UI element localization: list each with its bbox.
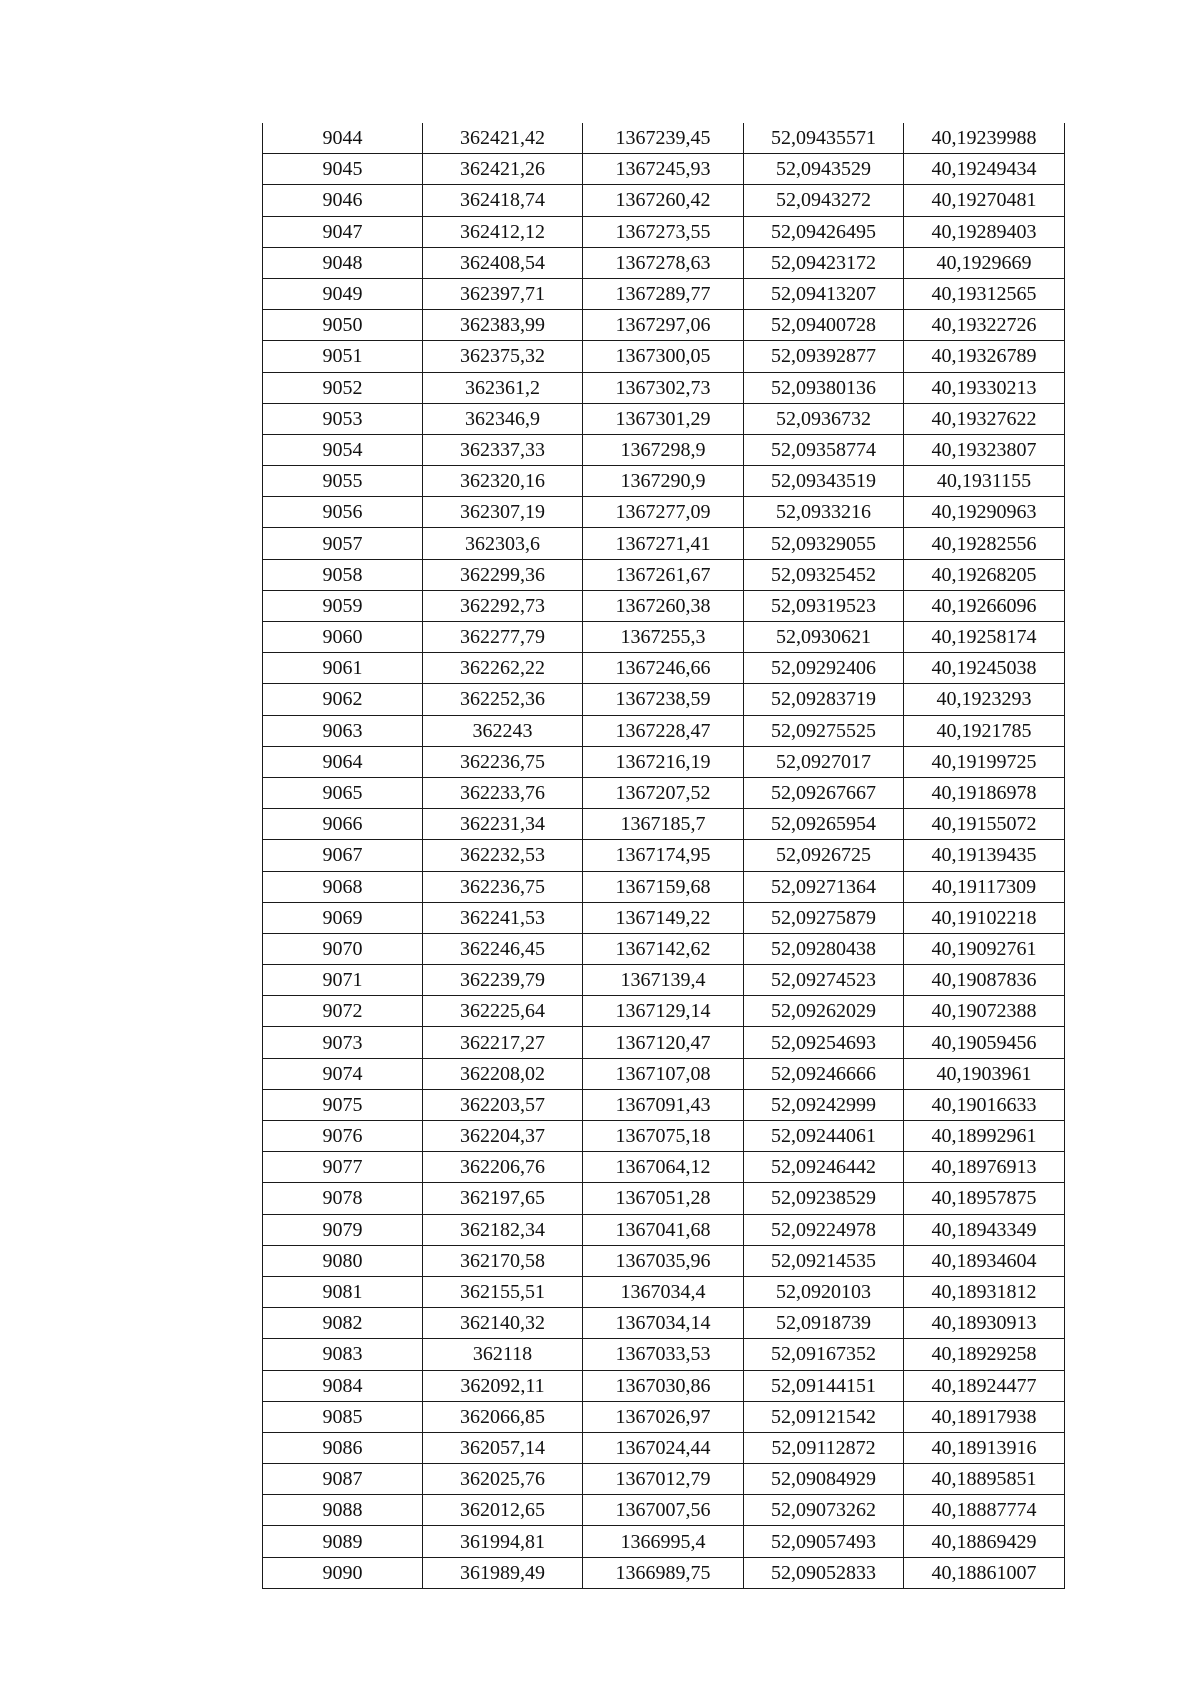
table-row — [263, 1495, 1065, 1526]
longitude-cell: 40,19117309 — [904, 871, 1065, 902]
point-number-cell: 9053 — [263, 403, 423, 434]
y-coordinate-cell: 1367255,3 — [583, 622, 744, 653]
longitude-cell: 40,19327622 — [904, 403, 1065, 434]
x-coordinate-cell: 362236,75 — [423, 871, 583, 902]
longitude-cell: 40,19072388 — [904, 996, 1065, 1027]
y-coordinate-cell: 1367238,59 — [583, 684, 744, 715]
table-row — [263, 1245, 1065, 1276]
y-coordinate-cell: 1367034,14 — [583, 1308, 744, 1339]
longitude-cell: 40,19266096 — [904, 590, 1065, 621]
table-row — [263, 372, 1065, 403]
point-number-cell: 9067 — [263, 840, 423, 871]
table-row — [263, 746, 1065, 777]
longitude-cell: 40,19087836 — [904, 965, 1065, 996]
longitude-cell: 40,19245038 — [904, 653, 1065, 684]
point-number-cell: 9055 — [263, 466, 423, 497]
longitude-cell: 40,18943349 — [904, 1214, 1065, 1245]
point-number-cell: 9052 — [263, 372, 423, 403]
longitude-cell: 40,19059456 — [904, 1027, 1065, 1058]
y-coordinate-cell: 1367091,43 — [583, 1089, 744, 1120]
y-coordinate-cell: 1367260,42 — [583, 185, 744, 216]
table-row — [263, 1152, 1065, 1183]
table-row — [263, 715, 1065, 746]
y-coordinate-cell: 1367261,67 — [583, 559, 744, 590]
longitude-cell: 40,18924477 — [904, 1370, 1065, 1401]
point-number-cell: 9072 — [263, 996, 423, 1027]
latitude-cell: 52,09052833 — [744, 1557, 904, 1588]
point-number-cell: 9075 — [263, 1089, 423, 1120]
x-coordinate-cell: 362217,27 — [423, 1027, 583, 1058]
x-coordinate-cell: 362337,33 — [423, 434, 583, 465]
y-coordinate-cell: 1367228,47 — [583, 715, 744, 746]
point-number-cell: 9078 — [263, 1183, 423, 1214]
longitude-cell: 40,18917938 — [904, 1401, 1065, 1432]
latitude-cell: 52,09214535 — [744, 1245, 904, 1276]
point-number-cell: 9079 — [263, 1214, 423, 1245]
latitude-cell: 52,09435571 — [744, 123, 904, 154]
table-row — [263, 777, 1065, 808]
y-coordinate-cell: 1367120,47 — [583, 1027, 744, 1058]
point-number-cell: 9046 — [263, 185, 423, 216]
latitude-cell: 52,0918739 — [744, 1308, 904, 1339]
y-coordinate-cell: 1367245,93 — [583, 154, 744, 185]
table-row — [263, 185, 1065, 216]
point-number-cell: 9056 — [263, 497, 423, 528]
longitude-cell: 40,19239988 — [904, 123, 1065, 154]
x-coordinate-cell: 362025,76 — [423, 1464, 583, 1495]
y-coordinate-cell: 1367142,62 — [583, 933, 744, 964]
table-row — [263, 341, 1065, 372]
point-number-cell: 9065 — [263, 777, 423, 808]
y-coordinate-cell: 1367139,4 — [583, 965, 744, 996]
longitude-cell: 40,18992961 — [904, 1121, 1065, 1152]
x-coordinate-cell: 362208,02 — [423, 1058, 583, 1089]
y-coordinate-cell: 1367185,7 — [583, 809, 744, 840]
table-row — [263, 933, 1065, 964]
longitude-cell: 40,19326789 — [904, 341, 1065, 372]
point-number-cell: 9045 — [263, 154, 423, 185]
table-row — [263, 1027, 1065, 1058]
table-row — [263, 403, 1065, 434]
table-row — [263, 1276, 1065, 1307]
point-number-cell: 9049 — [263, 278, 423, 309]
y-coordinate-cell: 1367216,19 — [583, 746, 744, 777]
y-coordinate-cell: 1367290,9 — [583, 466, 744, 497]
x-coordinate-cell: 362252,36 — [423, 684, 583, 715]
y-coordinate-cell: 1367297,06 — [583, 310, 744, 341]
y-coordinate-cell: 1367278,63 — [583, 247, 744, 278]
latitude-cell: 52,09267667 — [744, 777, 904, 808]
x-coordinate-cell: 361989,49 — [423, 1557, 583, 1588]
y-coordinate-cell: 1367260,38 — [583, 590, 744, 621]
longitude-cell: 40,19322726 — [904, 310, 1065, 341]
y-coordinate-cell: 1367035,96 — [583, 1245, 744, 1276]
latitude-cell: 52,09413207 — [744, 278, 904, 309]
x-coordinate-cell: 362170,58 — [423, 1245, 583, 1276]
x-coordinate-cell: 362299,36 — [423, 559, 583, 590]
table-row — [263, 123, 1065, 154]
x-coordinate-cell: 362243 — [423, 715, 583, 746]
x-coordinate-cell: 362292,73 — [423, 590, 583, 621]
x-coordinate-cell: 362239,79 — [423, 965, 583, 996]
x-coordinate-cell: 362418,74 — [423, 185, 583, 216]
table-row — [263, 1526, 1065, 1557]
latitude-cell: 52,0933216 — [744, 497, 904, 528]
latitude-cell: 52,09144151 — [744, 1370, 904, 1401]
x-coordinate-cell: 362012,65 — [423, 1495, 583, 1526]
latitude-cell: 52,09329055 — [744, 528, 904, 559]
latitude-cell: 52,09274523 — [744, 965, 904, 996]
table-row — [263, 434, 1065, 465]
table-row — [263, 996, 1065, 1027]
latitude-cell: 52,09358774 — [744, 434, 904, 465]
x-coordinate-cell: 362421,42 — [423, 123, 583, 154]
longitude-cell: 40,19289403 — [904, 216, 1065, 247]
latitude-cell: 52,09121542 — [744, 1401, 904, 1432]
longitude-cell: 40,1931155 — [904, 466, 1065, 497]
x-coordinate-cell: 362197,65 — [423, 1183, 583, 1214]
x-coordinate-cell: 362246,45 — [423, 933, 583, 964]
latitude-cell: 52,09057493 — [744, 1526, 904, 1557]
point-number-cell: 9061 — [263, 653, 423, 684]
y-coordinate-cell: 1367041,68 — [583, 1214, 744, 1245]
longitude-cell: 40,19268205 — [904, 559, 1065, 590]
x-coordinate-cell: 362203,57 — [423, 1089, 583, 1120]
y-coordinate-cell: 1366989,75 — [583, 1557, 744, 1588]
point-number-cell: 9063 — [263, 715, 423, 746]
table-row — [263, 528, 1065, 559]
y-coordinate-cell: 1367129,14 — [583, 996, 744, 1027]
table-row — [263, 1214, 1065, 1245]
x-coordinate-cell: 362225,64 — [423, 996, 583, 1027]
point-number-cell: 9064 — [263, 746, 423, 777]
latitude-cell: 52,09380136 — [744, 372, 904, 403]
point-number-cell: 9058 — [263, 559, 423, 590]
longitude-cell: 40,18976913 — [904, 1152, 1065, 1183]
point-number-cell: 9069 — [263, 902, 423, 933]
x-coordinate-cell: 362231,34 — [423, 809, 583, 840]
longitude-cell: 40,19258174 — [904, 622, 1065, 653]
x-coordinate-cell: 362262,22 — [423, 653, 583, 684]
y-coordinate-cell: 1367239,45 — [583, 123, 744, 154]
latitude-cell: 52,0943529 — [744, 154, 904, 185]
table-row — [263, 1089, 1065, 1120]
x-coordinate-cell: 362320,16 — [423, 466, 583, 497]
table-row — [263, 965, 1065, 996]
table-row — [263, 1370, 1065, 1401]
x-coordinate-cell: 362303,6 — [423, 528, 583, 559]
y-coordinate-cell: 1367277,09 — [583, 497, 744, 528]
point-number-cell: 9059 — [263, 590, 423, 621]
latitude-cell: 52,09224978 — [744, 1214, 904, 1245]
latitude-cell: 52,09426495 — [744, 216, 904, 247]
x-coordinate-cell: 362307,19 — [423, 497, 583, 528]
y-coordinate-cell: 1367298,9 — [583, 434, 744, 465]
x-coordinate-cell: 362383,99 — [423, 310, 583, 341]
x-coordinate-cell: 362361,2 — [423, 372, 583, 403]
x-coordinate-cell: 362155,51 — [423, 1276, 583, 1307]
point-number-cell: 9070 — [263, 933, 423, 964]
longitude-cell: 40,18934604 — [904, 1245, 1065, 1276]
y-coordinate-cell: 1367051,28 — [583, 1183, 744, 1214]
x-coordinate-cell: 362397,71 — [423, 278, 583, 309]
table-row — [263, 590, 1065, 621]
longitude-cell: 40,19330213 — [904, 372, 1065, 403]
y-coordinate-cell: 1367159,68 — [583, 871, 744, 902]
y-coordinate-cell: 1367289,77 — [583, 278, 744, 309]
y-coordinate-cell: 1367007,56 — [583, 1495, 744, 1526]
table-row — [263, 1308, 1065, 1339]
x-coordinate-cell: 362233,76 — [423, 777, 583, 808]
x-coordinate-cell: 362204,37 — [423, 1121, 583, 1152]
longitude-cell: 40,19102218 — [904, 902, 1065, 933]
latitude-cell: 52,0936732 — [744, 403, 904, 434]
table-row — [263, 622, 1065, 653]
x-coordinate-cell: 362236,75 — [423, 746, 583, 777]
latitude-cell: 52,09167352 — [744, 1339, 904, 1370]
y-coordinate-cell: 1367024,44 — [583, 1432, 744, 1463]
longitude-cell: 40,19312565 — [904, 278, 1065, 309]
longitude-cell: 40,1929669 — [904, 247, 1065, 278]
latitude-cell: 52,09280438 — [744, 933, 904, 964]
longitude-cell: 40,19155072 — [904, 809, 1065, 840]
latitude-cell: 52,09238529 — [744, 1183, 904, 1214]
point-number-cell: 9073 — [263, 1027, 423, 1058]
latitude-cell: 52,09262029 — [744, 996, 904, 1027]
longitude-cell: 40,18869429 — [904, 1526, 1065, 1557]
latitude-cell: 52,09084929 — [744, 1464, 904, 1495]
longitude-cell: 40,18957875 — [904, 1183, 1065, 1214]
point-number-cell: 9048 — [263, 247, 423, 278]
point-number-cell: 9087 — [263, 1464, 423, 1495]
point-number-cell: 9090 — [263, 1557, 423, 1588]
point-number-cell: 9076 — [263, 1121, 423, 1152]
coordinates-table — [262, 123, 1065, 1589]
y-coordinate-cell: 1367271,41 — [583, 528, 744, 559]
point-number-cell: 9083 — [263, 1339, 423, 1370]
table-row — [263, 466, 1065, 497]
latitude-cell: 52,09254693 — [744, 1027, 904, 1058]
latitude-cell: 52,09275879 — [744, 902, 904, 933]
point-number-cell: 9054 — [263, 434, 423, 465]
point-number-cell: 9071 — [263, 965, 423, 996]
x-coordinate-cell: 362232,53 — [423, 840, 583, 871]
longitude-cell: 40,19139435 — [904, 840, 1065, 871]
x-coordinate-cell: 362421,26 — [423, 154, 583, 185]
latitude-cell: 52,09246442 — [744, 1152, 904, 1183]
table-row — [263, 497, 1065, 528]
y-coordinate-cell: 1367033,53 — [583, 1339, 744, 1370]
point-number-cell: 9085 — [263, 1401, 423, 1432]
table-row — [263, 154, 1065, 185]
longitude-cell: 40,18895851 — [904, 1464, 1065, 1495]
longitude-cell: 40,18931812 — [904, 1276, 1065, 1307]
latitude-cell: 52,09242999 — [744, 1089, 904, 1120]
latitude-cell: 52,0930621 — [744, 622, 904, 653]
longitude-cell: 40,19186978 — [904, 777, 1065, 808]
latitude-cell: 52,09423172 — [744, 247, 904, 278]
point-number-cell: 9050 — [263, 310, 423, 341]
longitude-cell: 40,19282556 — [904, 528, 1065, 559]
table-row — [263, 247, 1065, 278]
latitude-cell: 52,0943272 — [744, 185, 904, 216]
x-coordinate-cell: 362412,12 — [423, 216, 583, 247]
point-number-cell: 9068 — [263, 871, 423, 902]
point-number-cell: 9051 — [263, 341, 423, 372]
table-row — [263, 559, 1065, 590]
x-coordinate-cell: 362140,32 — [423, 1308, 583, 1339]
x-coordinate-cell: 362277,79 — [423, 622, 583, 653]
latitude-cell: 52,09392877 — [744, 341, 904, 372]
latitude-cell: 52,09319523 — [744, 590, 904, 621]
y-coordinate-cell: 1367302,73 — [583, 372, 744, 403]
longitude-cell: 40,19016633 — [904, 1089, 1065, 1120]
y-coordinate-cell: 1367030,86 — [583, 1370, 744, 1401]
latitude-cell: 52,0926725 — [744, 840, 904, 871]
latitude-cell: 52,09292406 — [744, 653, 904, 684]
table-row — [263, 278, 1065, 309]
longitude-cell: 40,18930913 — [904, 1308, 1065, 1339]
point-number-cell: 9082 — [263, 1308, 423, 1339]
x-coordinate-cell: 362241,53 — [423, 902, 583, 933]
x-coordinate-cell: 362066,85 — [423, 1401, 583, 1432]
table-row — [263, 653, 1065, 684]
table-row — [263, 1432, 1065, 1463]
x-coordinate-cell: 362346,9 — [423, 403, 583, 434]
table-row — [263, 1401, 1065, 1432]
y-coordinate-cell: 1367149,22 — [583, 902, 744, 933]
table-row — [263, 216, 1065, 247]
x-coordinate-cell: 362092,11 — [423, 1370, 583, 1401]
y-coordinate-cell: 1367300,05 — [583, 341, 744, 372]
x-coordinate-cell: 362408,54 — [423, 247, 583, 278]
table-row — [263, 1183, 1065, 1214]
longitude-cell: 40,18913916 — [904, 1432, 1065, 1463]
y-coordinate-cell: 1367026,97 — [583, 1401, 744, 1432]
table-row — [263, 902, 1065, 933]
latitude-cell: 52,0927017 — [744, 746, 904, 777]
y-coordinate-cell: 1367064,12 — [583, 1152, 744, 1183]
latitude-cell: 52,09244061 — [744, 1121, 904, 1152]
x-coordinate-cell: 362182,34 — [423, 1214, 583, 1245]
longitude-cell: 40,19270481 — [904, 185, 1065, 216]
x-coordinate-cell: 362375,32 — [423, 341, 583, 372]
longitude-cell: 40,18887774 — [904, 1495, 1065, 1526]
point-number-cell: 9077 — [263, 1152, 423, 1183]
latitude-cell: 52,09265954 — [744, 809, 904, 840]
table-row — [263, 1464, 1065, 1495]
table-row — [263, 1557, 1065, 1588]
table-row — [263, 684, 1065, 715]
longitude-cell: 40,1903961 — [904, 1058, 1065, 1089]
longitude-cell: 40,1921785 — [904, 715, 1065, 746]
table-row — [263, 1121, 1065, 1152]
y-coordinate-cell: 1367012,79 — [583, 1464, 744, 1495]
longitude-cell: 40,19290963 — [904, 497, 1065, 528]
latitude-cell: 52,0920103 — [744, 1276, 904, 1307]
point-number-cell: 9089 — [263, 1526, 423, 1557]
latitude-cell: 52,09112872 — [744, 1432, 904, 1463]
point-number-cell: 9074 — [263, 1058, 423, 1089]
x-coordinate-cell: 362118 — [423, 1339, 583, 1370]
table-row — [263, 809, 1065, 840]
latitude-cell: 52,09343519 — [744, 466, 904, 497]
table-row — [263, 1339, 1065, 1370]
y-coordinate-cell: 1367301,29 — [583, 403, 744, 434]
point-number-cell: 9086 — [263, 1432, 423, 1463]
x-coordinate-cell: 361994,81 — [423, 1526, 583, 1557]
latitude-cell: 52,09073262 — [744, 1495, 904, 1526]
latitude-cell: 52,09400728 — [744, 310, 904, 341]
latitude-cell: 52,09271364 — [744, 871, 904, 902]
y-coordinate-cell: 1366995,4 — [583, 1526, 744, 1557]
y-coordinate-cell: 1367107,08 — [583, 1058, 744, 1089]
x-coordinate-cell: 362057,14 — [423, 1432, 583, 1463]
y-coordinate-cell: 1367207,52 — [583, 777, 744, 808]
x-coordinate-cell: 362206,76 — [423, 1152, 583, 1183]
y-coordinate-cell: 1367246,66 — [583, 653, 744, 684]
longitude-cell: 40,19323807 — [904, 434, 1065, 465]
point-number-cell: 9066 — [263, 809, 423, 840]
point-number-cell: 9047 — [263, 216, 423, 247]
y-coordinate-cell: 1367273,55 — [583, 216, 744, 247]
table-row — [263, 1058, 1065, 1089]
longitude-cell: 40,19199725 — [904, 746, 1065, 777]
latitude-cell: 52,09246666 — [744, 1058, 904, 1089]
point-number-cell: 9080 — [263, 1245, 423, 1276]
longitude-cell: 40,18861007 — [904, 1557, 1065, 1588]
point-number-cell: 9057 — [263, 528, 423, 559]
point-number-cell: 9084 — [263, 1370, 423, 1401]
table-row — [263, 840, 1065, 871]
latitude-cell: 52,09283719 — [744, 684, 904, 715]
coordinates-table-body — [263, 123, 1065, 1588]
table-row — [263, 310, 1065, 341]
y-coordinate-cell: 1367075,18 — [583, 1121, 744, 1152]
longitude-cell: 40,19249434 — [904, 154, 1065, 185]
point-number-cell: 9062 — [263, 684, 423, 715]
point-number-cell: 9088 — [263, 1495, 423, 1526]
longitude-cell: 40,1923293 — [904, 684, 1065, 715]
point-number-cell: 9081 — [263, 1276, 423, 1307]
longitude-cell: 40,18929258 — [904, 1339, 1065, 1370]
table-row — [263, 871, 1065, 902]
latitude-cell: 52,09275525 — [744, 715, 904, 746]
longitude-cell: 40,19092761 — [904, 933, 1065, 964]
latitude-cell: 52,09325452 — [744, 559, 904, 590]
y-coordinate-cell: 1367034,4 — [583, 1276, 744, 1307]
point-number-cell: 9060 — [263, 622, 423, 653]
y-coordinate-cell: 1367174,95 — [583, 840, 744, 871]
point-number-cell: 9044 — [263, 123, 423, 154]
